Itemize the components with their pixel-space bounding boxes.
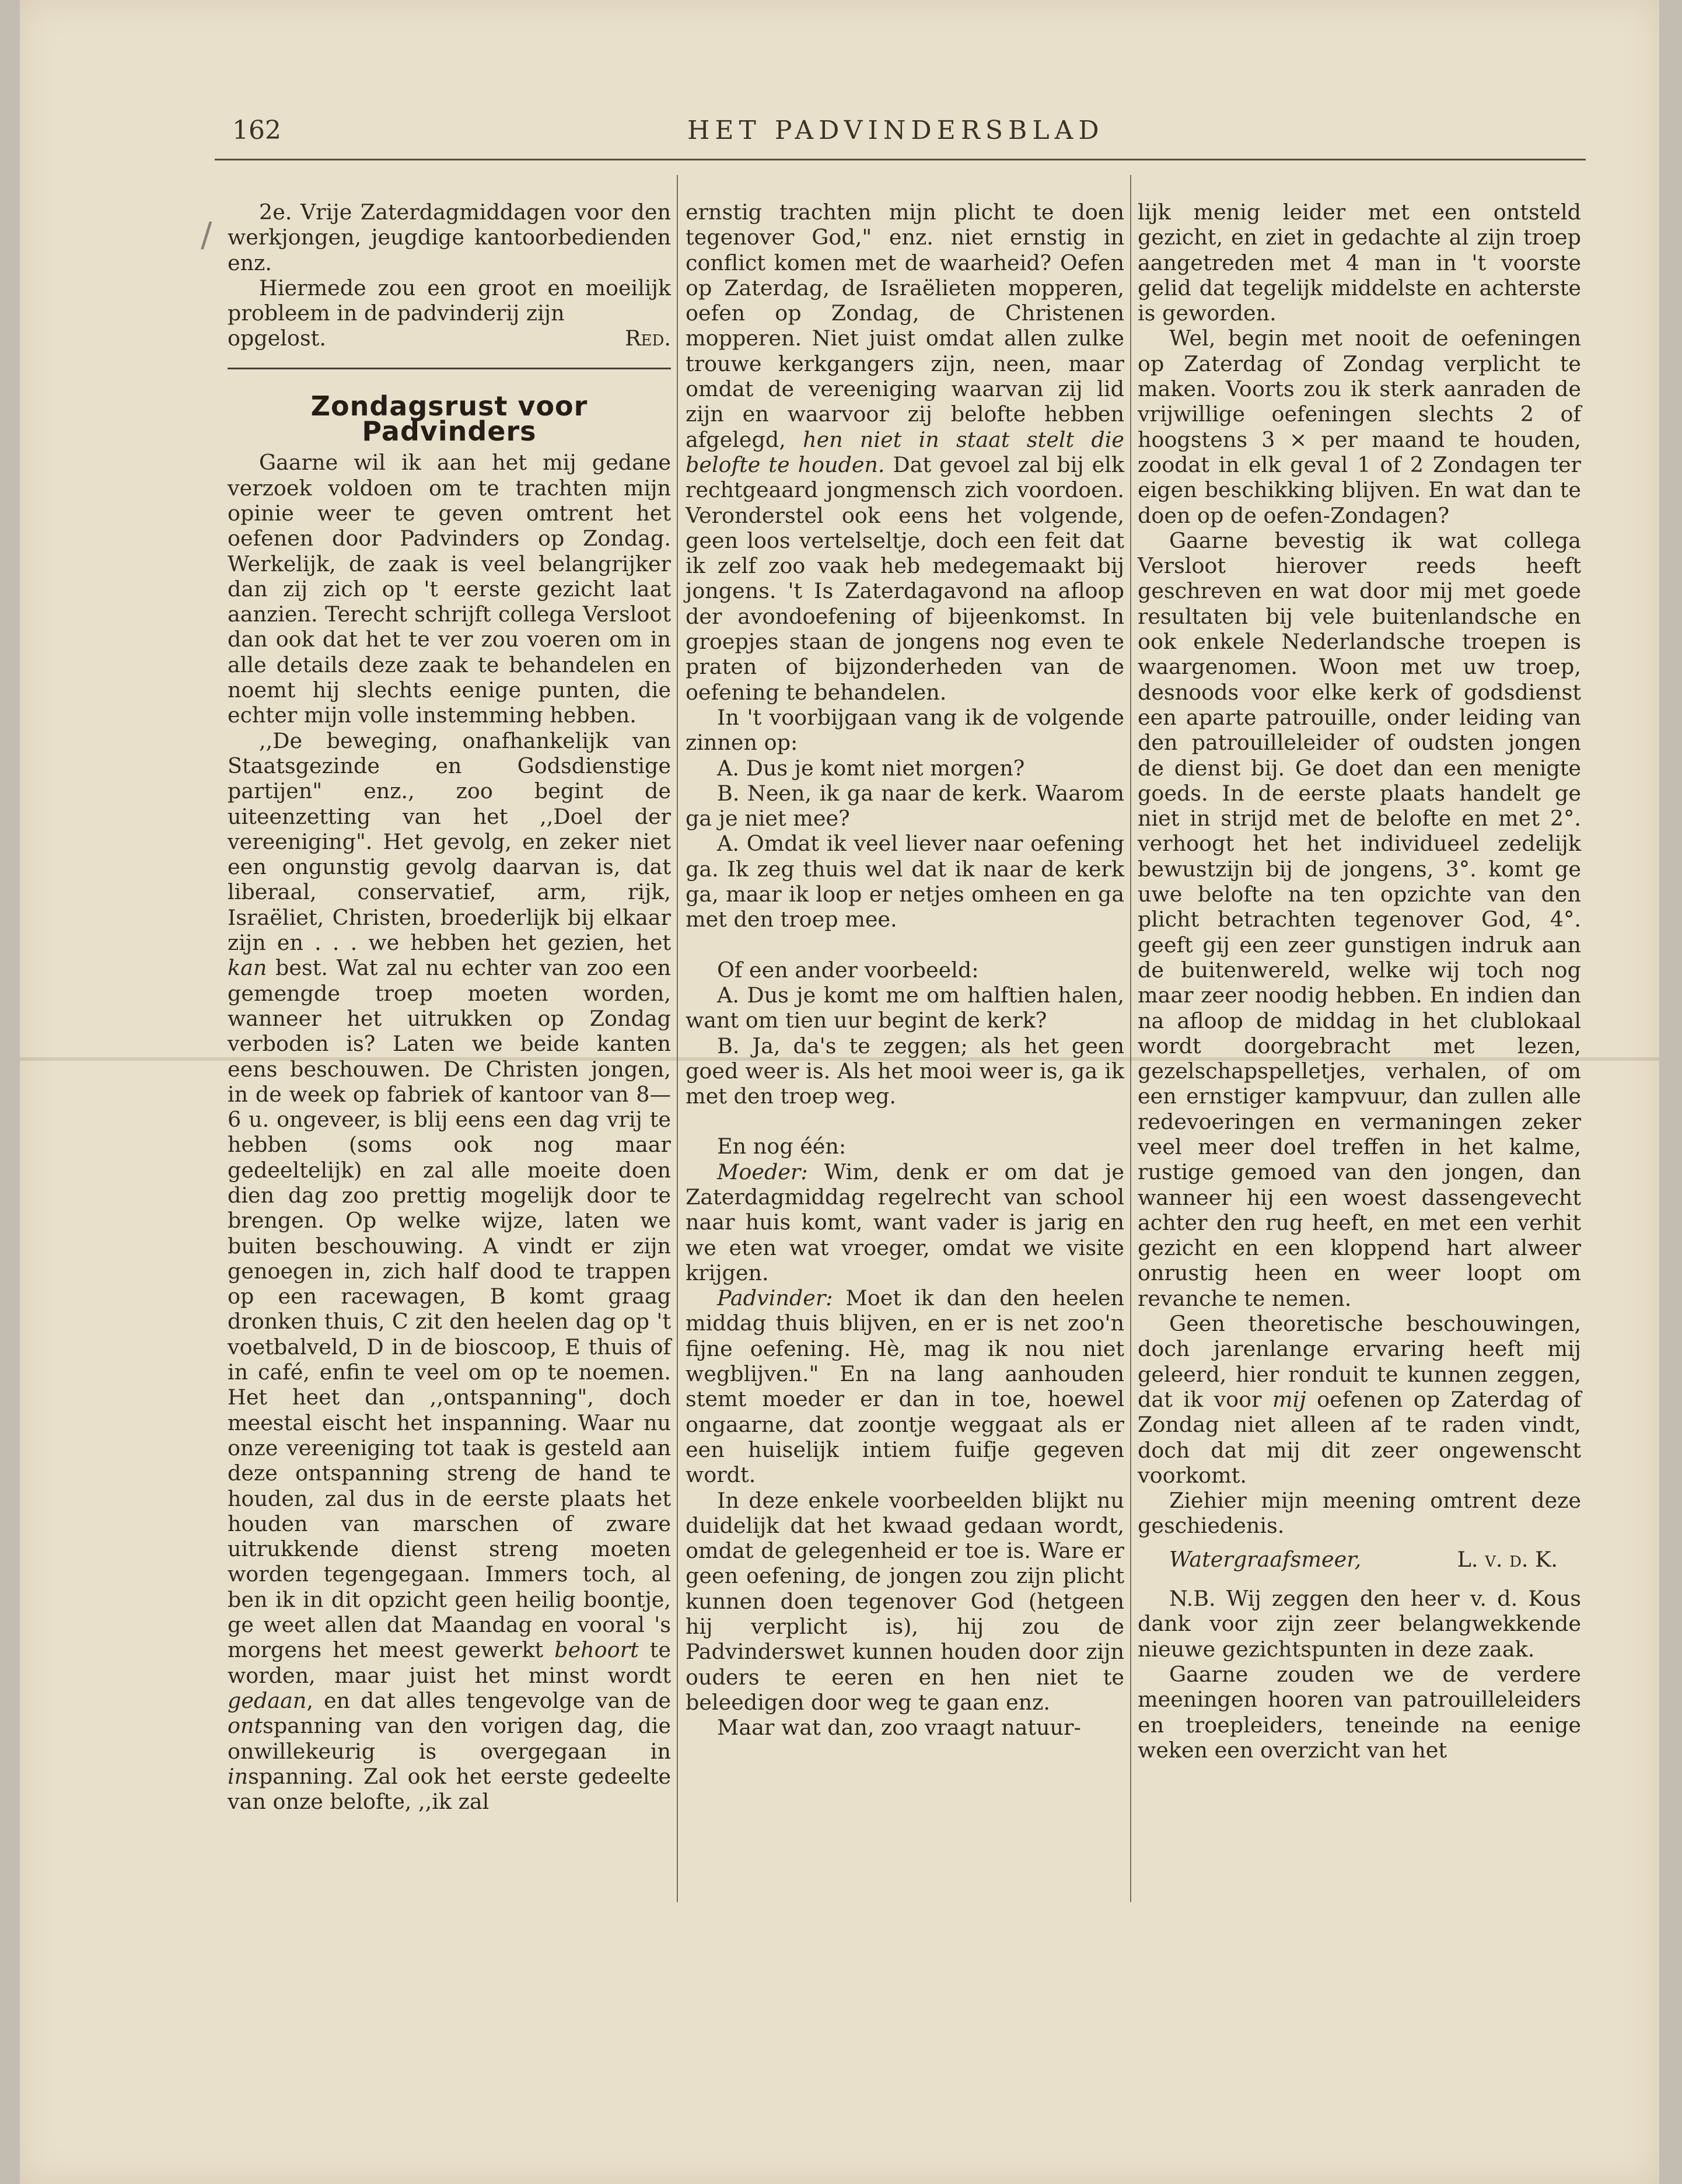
dialogue-line [686, 1159, 1124, 1285]
running-title: HET PADVINDERSBLAD [687, 116, 1104, 145]
paragraph: Gaarne zouden we de verdere meeningen hooren van patrouilleleiders en troepleiders, teneinde na eenige weken een overzicht van het [1138, 1661, 1581, 1763]
column-divider [1130, 175, 1131, 1902]
dialogue-line: A. Dus je komt me om halftien halen, want om tien uur begint de kerk? [686, 982, 1124, 1033]
italic-span: mij [1272, 1386, 1306, 1412]
paragraph [1138, 1311, 1581, 1488]
dialogue-line: B. Ja, da's te zeggen; als het geen goed weer is. Als het mooi weer is, ga ik met den troep weg. [686, 1033, 1124, 1109]
dialogue-line: A. Omdat ik veel liever naar oefening ga. Ik zeg thuis wel dat ik naar de kerk ga, maar ik loop er netjes omheen en ga met den troep mee. [686, 831, 1124, 932]
paragraph: Wel, begin met nooit de oefeningen op Zaterdag of Zondag verplicht te maken. Voorts zou ik sterk aanraden de vrijwillige oefeningen slechts 2 of hoogstens 3 × per maand te houden, zoodat in elk geval 1 of 2 Zondagen ter eigen beschikking blijven. En wat dan te doen op de oefen-Zondagen? [1138, 326, 1581, 528]
text-span: , en dat alles tengevolge van de [306, 1687, 671, 1713]
speaker-label: Padvinder: [717, 1285, 833, 1311]
dialogue-line: B. Neen, ik ga naar de kerk. Waarom ga je niet mee? [686, 780, 1124, 831]
editor-note: N.B. Wij zeggen den heer v. d. Kous dank voor zijn zeer belangwekkende nieuwe gezichtspunten in deze zaak. [1138, 1586, 1581, 1662]
page-header [215, 116, 1586, 156]
text-span: spanning van den vorigen dag, die onwillekeurig is overgegaan in [228, 1713, 671, 1764]
paragraph [686, 200, 1124, 705]
italic-span: in [228, 1763, 249, 1789]
italic-span: hen niet in staat stelt die belofte te houden. [686, 427, 1125, 477]
author-signature [1138, 1547, 1581, 1572]
text-span: te worden, maar juist het minst wordt [228, 1637, 671, 1688]
text-span: Moet ik dan den heelen middag thuis blijven, en er is net zoo'n fijne oefening. Hè, mag ik nou niet wegblijven." En na lang aanhouden stemt moeder er dan in toe, hoewel ongaarne, dat zoontje weggaat als er een huiselijk intiem fuifje gegeven wordt. [686, 1285, 1124, 1488]
place-name: Watergraafsmeer, [1169, 1546, 1362, 1572]
editor-signoff [228, 326, 671, 351]
italic-span: ont [228, 1713, 263, 1739]
paragraph: lijk menig leider met een ontsteld gezicht, en ziet in gedachte al zijn troep aangetreden met 4 man in 't voorste gelid dat tegelijk middelste en achterste is geworden. [1138, 200, 1581, 326]
paragraph: 2e. Vrije Zaterdagmiddagen voor den werkjongen, jeugdige kantoorbedienden enz. [228, 200, 671, 275]
paragraph: Ziehier mijn meening omtrent deze geschiedenis. [1138, 1488, 1581, 1539]
paragraph: En nog één: [717, 1134, 847, 1159]
paragraph: Maar wat dan, zoo vraagt natuur- [717, 1715, 1081, 1741]
editor-signature: Red. [625, 326, 671, 351]
paragraph: Gaarne bevestig ik wat collega Versloot hierover reeds heeft geschreven en wat door mij met goede resultaten bij vele buitenlandsche en ook enkele Nederlandsche troepen is waargenomen. Woon met uw troep, desnoods voor elke kerk of godsdienst een aparte patrouille, onder leiding van den patrouilleleider of oudsten jongen de dienst bij. Ge doet dan een menigte goeds. In de eerste plaats handelt ge niet in strijd met de belofte en met 2°. verhoogt het het individueel zedelijk bewustzijn bij de jongens, 3°. komt ge uwe belofte na ten opzichte van den plicht betrachten tegenover God, 4°. geeft gij een zeer gunstigen indruk aan de buitenwereld, welke wij toch nog maar zeer noodig hebben. En indien dan na afloop de middag in het clublokaal wordt doorgebracht met lezen, gezelschapspelletjes, verhalen, of om een ernstiger kampvuur, dan zullen alle redevoeringen en vermaningen zeker veel meer doel treffen in het kalme, rustige gemoed van den jongen, dan wanneer hij een woest dassengevecht achter den rug heeft, en met een verhit gezicht en een kloppend hart alweer onrustig heen en weer loopt om revanche te nemen. [1138, 527, 1581, 1311]
italic-span: gedaan [228, 1687, 307, 1713]
article-title: Zondagsrust voor Padvinders [310, 390, 588, 448]
text-span: ,,De beweging, onafhankelijk van Staatsgezinde en Godsdienstige partijen" enz., zoo begint de uiteenzetting van het ,,Doel der vereeniging". Het gevolg, en zeker niet een ongunstig gevolg daarvan is, dat liberaal, conservatief, arm, rijk, Israëliet, Christen, broederlijk bij elkaar zijn en . . . we hebben het gezien, het [228, 728, 671, 956]
dialogue-line [686, 1285, 1124, 1487]
speaker-label: Moeder: [717, 1159, 808, 1184]
section-divider [228, 368, 671, 369]
text-span: Geen theoretische beschouwingen, doch jarenlange ervaring heeft mij geleerd, hier ronduit te kunnen zeggen, dat ik voor [1138, 1311, 1581, 1412]
page-number: 162 [232, 116, 281, 145]
text-span: oefenen op Zaterdag of Zondag niet alleen af te raden vindt, doch dat mij dit zeer ongewenscht voorkomt. [1138, 1386, 1582, 1488]
paragraph: Gaarne wil ik aan het mij gedane verzoek voldoen om te trachten mijn opinie weer te geven omtrent het oefenen door Padvinders op Zondag. Werkelijk, de zaak is veel belangrijker dan zij zich op 't eerste gezicht laat aanzien. Terecht schrijft collega Versloot dan ook dat het te ver zou voeren om in alle details deze zaak te behandelen en noemt hij slechts eenige punten, die echter mijn volle instemming hebben. [228, 450, 671, 728]
paragraph: Of een ander voorbeeld: [717, 957, 979, 983]
text-span: spanning. Zal ook het eerste gedeelte van onze belofte, ,,ik zal [228, 1763, 671, 1815]
column-1 [228, 200, 671, 1814]
signoff-text: opgelost. [228, 326, 326, 351]
column-2 [686, 200, 1124, 1741]
text-span: ernstig trachten mijn plicht te doen tegenover God," enz. niet ernstig in conflict komen met de waarheid? Oefen op Zaterdag, de Israëlieten mopperen, oefen op Zondag, de Christenen mopperen. Niet juist omdat allen zulke trouwe kerkgangers zijn, neen, maar omdat de vereeniging waarvan zij lid zijn en waarvoor zij belofte hebben afgelegd, [686, 200, 1124, 452]
column-3 [1138, 200, 1581, 1763]
text-span: Wim, denk er om dat je Zaterdagmiddag regelrecht van school naar huis komt, want vader is jarig en we eten wat vroeger, omdat we visite krijgen. [686, 1159, 1124, 1285]
author-initials: L. v. d. K. [1457, 1546, 1558, 1572]
text-span: best. Wat zal nu echter van zoo een gemengde troep moeten worden, wanneer het uitrukken op Zondag verboden is? Laten we beide kanten eens beschouwen. De Christen jongen, in de week op fabriek of kantoor van 8—6 u. ongeveer, is blij eens een dag vrij te hebben (soms ook nog maar gedeeltelijk) en zal alle moeite doen dien dag zoo prettig mogelijk door te brengen. Op welke wijze, laten we buiten beschouwing. A vindt er zijn genoegen in, zich half dood te trappen op een racewagen, B komt graag dronken thuis, C zit den heelen dag op 't voetbalveld, D in de bioscoop, E thuis of in café, enfin te veel om op te noemen. Het heet dan ,,ontspanning", doch meestal eischt het inspanning. Waar nu onze vereeniging tot taak is gesteld aan deze ontspanning streng de hand te houden, zal dus in de eerste plaats het houden van marschen of zware uitrukkende dienst streng moeten worden tegengegaan. Immers toch, al ben ik in dit opzicht geen heilig boontje, ge weet allen dat Maandag en vooral 's morgens het meest gewerkt [228, 955, 671, 1663]
text-span: Dat gevoel zal bij elk rechtgeaard jongmensch zich voordoen. Veronderstel ook eens het volgende, geen loos vertelseltje, doch een feit dat ik zelf zoo vaak heb medegemaakt bij jongens. 't Is Zaterdagavond na afloop der avondoefening of bijeenkomst. In groepjes staan de jongens nog even te praten of bijzonderheden van de oefening te behandelen. [686, 452, 1125, 705]
italic-span: kan [228, 955, 267, 981]
column-divider [677, 175, 678, 1902]
paragraph [228, 728, 671, 1815]
header-rule [215, 159, 1586, 160]
paragraph: In deze enkele voorbeelden blijkt nu duidelijk dat het kwaad gedaan wordt, omdat de gelegenheid er toe is. Ware er geen oefening, de jongen zou zijn plicht kunnen doen tegenover God (hetgeen hij verplicht is), hij zou de Padvinderswet kunnen houden door zijn ouders te eeren en hen niet te beleedigen door weg te gaan enz. [686, 1487, 1124, 1715]
paragraph: Hiermede zou een groot en moeilijk probleem in de padvinderij zijn [228, 275, 671, 326]
pencil-mark: ∕ [201, 215, 212, 254]
dialogue-line: A. Dus je komt niet morgen? [717, 755, 1025, 781]
italic-span: behoort [554, 1637, 639, 1663]
paragraph: In 't voorbijgaan vang ik de volgende zinnen op: [686, 704, 1124, 756]
